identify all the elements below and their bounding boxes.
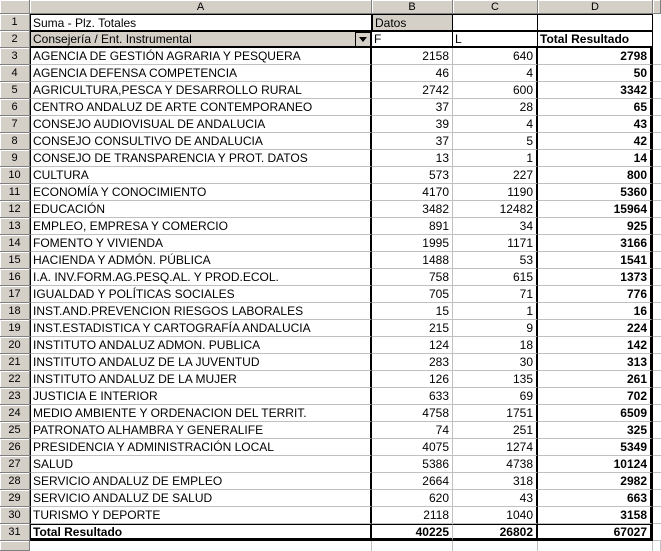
cell-pivot-title[interactable]: Suma - Plz. Totales — [30, 14, 372, 31]
cell-entity-name[interactable]: AGENCIA DEFENSA COMPETENCIA — [30, 65, 372, 82]
cell-l-value[interactable]: 69 — [453, 388, 538, 405]
cell-col-label-l[interactable]: L — [453, 31, 538, 48]
cell-f-value[interactable]: 2742 — [372, 82, 453, 99]
cell-f-value[interactable]: 5386 — [372, 456, 453, 473]
cell-l-value[interactable]: 1 — [453, 303, 538, 320]
cell-total-value[interactable]: 16 — [538, 303, 653, 320]
cell-entity-name[interactable]: HACIENDA Y ADMÓN. PÚBLICA — [30, 252, 372, 269]
cell-total-value[interactable]: 2798 — [538, 48, 653, 65]
row-header[interactable]: 28 — [0, 473, 30, 490]
cell-overflow-sliver — [653, 371, 661, 388]
row-header[interactable]: 12 — [0, 201, 30, 218]
cell-entity-name[interactable]: INSTITUTO ANDALUZ DE LA MUJER — [30, 371, 372, 388]
row-header[interactable]: 16 — [0, 269, 30, 286]
row-header-partial[interactable] — [0, 541, 30, 551]
cell-overflow-sliver — [653, 439, 661, 456]
cell-overflow-sliver — [653, 524, 661, 541]
cell-entity-name[interactable]: CULTURA — [30, 167, 372, 184]
cell-entity-name[interactable]: AGENCIA DE GESTIÓN AGRARIA Y PESQUERA — [30, 48, 372, 65]
corner-cell[interactable] — [0, 0, 30, 14]
chevron-down-icon — [359, 37, 367, 42]
cell-l-value[interactable]: 1190 — [453, 184, 538, 201]
cell-total-value[interactable]: 5360 — [538, 184, 653, 201]
table-row — [0, 354, 661, 371]
cell-f-value[interactable]: 758 — [372, 269, 453, 286]
table-row — [0, 201, 661, 218]
consejeria-field-button[interactable] — [30, 31, 372, 48]
table-row — [0, 388, 661, 405]
cell-l-value[interactable]: 227 — [453, 167, 538, 184]
cell-f-value[interactable]: 13 — [372, 150, 453, 167]
cell-l-value[interactable]: 18 — [453, 337, 538, 354]
cell-entity-name[interactable]: CONSEJO AUDIOVISUAL DE ANDALUCIA — [30, 116, 372, 133]
cell-entity-name[interactable]: CONSEJO DE TRANSPARENCIA Y PROT. DATOS — [30, 150, 372, 167]
cell-overflow-sliver — [653, 31, 661, 48]
cell-total-value[interactable]: 50 — [538, 65, 653, 82]
cell-f-value[interactable]: 126 — [372, 371, 453, 388]
cell-total-value[interactable]: 776 — [538, 286, 653, 303]
cell-total-value[interactable]: 3342 — [538, 82, 653, 99]
row-header[interactable]: 20 — [0, 337, 30, 354]
cell-overflow-sliver — [653, 388, 661, 405]
cell-f-value[interactable]: 705 — [372, 286, 453, 303]
row-header[interactable]: 27 — [0, 456, 30, 473]
cell-l-value[interactable]: 4 — [453, 65, 538, 82]
column-header-row — [0, 0, 661, 14]
cell-total-value[interactable]: 1373 — [538, 269, 653, 286]
cell-total-value[interactable]: 663 — [538, 490, 653, 507]
table-row — [0, 48, 661, 65]
row-header[interactable]: 24 — [0, 405, 30, 422]
cell-overflow-sliver — [653, 82, 661, 99]
table-row — [0, 252, 661, 269]
row-header[interactable]: 17 — [0, 286, 30, 303]
partial-row-32 — [0, 541, 661, 551]
table-row — [0, 269, 661, 286]
cell-overflow-sliver — [653, 235, 661, 252]
table-row — [0, 337, 661, 354]
cell-entity-name[interactable]: SERVICIO ANDALUZ DE SALUD — [30, 490, 372, 507]
row-header[interactable]: 8 — [0, 133, 30, 150]
table-row — [0, 133, 661, 150]
cell-total-value[interactable]: 702 — [538, 388, 653, 405]
cell-f-value[interactable]: 46 — [372, 65, 453, 82]
cell-overflow-sliver — [653, 167, 661, 184]
cell-l-value[interactable]: 43 — [453, 490, 538, 507]
filter-dropdown-button[interactable] — [355, 32, 371, 47]
cell-entity-name[interactable]: IGUALDAD Y POLÍTICAS SOCIALES — [30, 286, 372, 303]
cell-total-value[interactable]: 15964 — [538, 201, 653, 218]
cell-l-value[interactable]: 640 — [453, 48, 538, 65]
cell-total-f[interactable]: 40225 — [372, 524, 453, 541]
row-header[interactable]: 14 — [0, 235, 30, 252]
cell-overflow-sliver — [653, 133, 661, 150]
cell-overflow-sliver — [653, 99, 661, 116]
cell-entity-name[interactable]: MEDIO AMBIENTE Y ORDENACION DEL TERRIT. — [30, 405, 372, 422]
cell-f-value[interactable]: 2118 — [372, 507, 453, 524]
row-header[interactable]: 4 — [0, 65, 30, 82]
cell-total-value[interactable]: 43 — [538, 116, 653, 133]
cell-overflow-sliver — [653, 507, 661, 524]
data-rows-container — [0, 48, 661, 524]
cell-c1-empty[interactable] — [453, 14, 538, 31]
cell-total-value[interactable]: 42 — [538, 133, 653, 150]
row-header[interactable]: 31 — [0, 524, 30, 541]
cell-entity-name[interactable]: PATRONATO ALHAMBRA Y GENERALIFE — [30, 422, 372, 439]
cell-entity-name[interactable]: FOMENTO Y VIVIENDA — [30, 235, 372, 252]
cell-l-value[interactable]: 34 — [453, 218, 538, 235]
cell-f-value[interactable]: 620 — [372, 490, 453, 507]
empty-cell[interactable] — [372, 541, 453, 551]
cell-l-value[interactable]: 1171 — [453, 235, 538, 252]
cell-f-value[interactable]: 37 — [372, 99, 453, 116]
table-row — [0, 490, 661, 507]
table-row — [0, 371, 661, 388]
cell-f-value[interactable]: 2158 — [372, 48, 453, 65]
column-header-e-sliver[interactable] — [653, 0, 661, 14]
cell-total-value[interactable]: 65 — [538, 99, 653, 116]
cell-d1-empty[interactable] — [538, 14, 653, 31]
cell-overflow-sliver — [653, 184, 661, 201]
table-row — [0, 116, 661, 133]
cell-l-value[interactable]: 615 — [453, 269, 538, 286]
cell-total-value[interactable]: 1541 — [538, 252, 653, 269]
cell-f-value[interactable]: 1995 — [372, 235, 453, 252]
table-row — [0, 303, 661, 320]
cell-l-value[interactable]: 1751 — [453, 405, 538, 422]
row-header[interactable]: 21 — [0, 354, 30, 371]
cell-overflow-sliver — [653, 303, 661, 320]
cell-total-value[interactable]: 142 — [538, 337, 653, 354]
datos-field-button[interactable]: Datos — [372, 14, 453, 31]
cell-overflow-sliver — [653, 218, 661, 235]
pivot-header-row — [0, 31, 661, 48]
cell-f-value[interactable]: 4758 — [372, 405, 453, 422]
row-header[interactable]: 15 — [0, 252, 30, 269]
table-row — [0, 405, 661, 422]
cell-l-value[interactable]: 5 — [453, 133, 538, 150]
row-header[interactable]: 13 — [0, 218, 30, 235]
table-row — [0, 235, 661, 252]
cell-overflow-sliver — [653, 65, 661, 82]
cell-l-value[interactable]: 9 — [453, 320, 538, 337]
row-header[interactable]: 22 — [0, 371, 30, 388]
table-row — [0, 99, 661, 116]
cell-entity-name[interactable]: INSTITUTO ANDALUZ ADMON. PUBLICA — [30, 337, 372, 354]
table-row — [0, 150, 661, 167]
cell-overflow-sliver — [653, 422, 661, 439]
cell-overflow-sliver — [653, 337, 661, 354]
table-row — [0, 82, 661, 99]
cell-f-value[interactable]: 4075 — [372, 439, 453, 456]
grand-total-row — [0, 524, 661, 541]
row-header[interactable]: 18 — [0, 303, 30, 320]
table-row — [0, 320, 661, 337]
column-header-d[interactable]: D — [538, 0, 653, 14]
cell-total-value[interactable]: 800 — [538, 167, 653, 184]
cell-f-value[interactable]: 283 — [372, 354, 453, 371]
row-header[interactable]: 19 — [0, 320, 30, 337]
cell-overflow-sliver — [653, 116, 661, 133]
cell-total-l[interactable]: 26802 — [453, 524, 538, 541]
empty-cell[interactable] — [30, 541, 372, 551]
cell-f-value[interactable]: 633 — [372, 388, 453, 405]
cell-total-value[interactable]: 2982 — [538, 473, 653, 490]
cell-overflow-sliver — [653, 490, 661, 507]
cell-entity-name[interactable]: INST.AND.PREVENCION RIESGOS LABORALES — [30, 303, 372, 320]
column-header-b[interactable]: B — [372, 0, 453, 14]
cell-total-value[interactable]: 261 — [538, 371, 653, 388]
table-row — [0, 507, 661, 524]
row-header[interactable]: 5 — [0, 82, 30, 99]
cell-entity-name[interactable]: SALUD — [30, 456, 372, 473]
cell-entity-name[interactable]: CENTRO ANDALUZ DE ARTE CONTEMPORANEO — [30, 99, 372, 116]
pivot-title-row — [0, 14, 661, 31]
cell-l-value[interactable]: 28 — [453, 99, 538, 116]
cell-entity-name[interactable]: JUSTICIA E INTERIOR — [30, 388, 372, 405]
row-header[interactable]: 3 — [0, 48, 30, 65]
cell-l-value[interactable]: 4 — [453, 116, 538, 133]
cell-entity-name[interactable]: PRESIDENCIA Y ADMINISTRACIÓN LOCAL — [30, 439, 372, 456]
cell-entity-name[interactable]: EDUCACIÓN — [30, 201, 372, 218]
cell-l-value[interactable]: 30 — [453, 354, 538, 371]
cell-l-value[interactable]: 53 — [453, 252, 538, 269]
table-row — [0, 286, 661, 303]
cell-col-label-total[interactable]: Total Resultado — [538, 31, 653, 48]
cell-l-value[interactable]: 600 — [453, 82, 538, 99]
row-header[interactable]: 25 — [0, 422, 30, 439]
cell-l-value[interactable]: 4738 — [453, 456, 538, 473]
cell-f-value[interactable]: 891 — [372, 218, 453, 235]
cell-l-value[interactable]: 135 — [453, 371, 538, 388]
cell-overflow-sliver — [653, 473, 661, 490]
cell-total-label[interactable]: Total Resultado — [30, 524, 372, 541]
table-row — [0, 167, 661, 184]
empty-cell[interactable] — [453, 541, 538, 551]
cell-total-value[interactable]: 313 — [538, 354, 653, 371]
cell-f-value[interactable]: 37 — [372, 133, 453, 150]
cell-overflow-sliver — [653, 48, 661, 65]
cell-l-value[interactable]: 1040 — [453, 507, 538, 524]
cell-f-value[interactable]: 573 — [372, 167, 453, 184]
cell-total-value[interactable]: 325 — [538, 422, 653, 439]
row-header[interactable]: 9 — [0, 150, 30, 167]
row-header[interactable]: 2 — [0, 31, 30, 48]
cell-entity-name[interactable]: INSTITUTO ANDALUZ DE LA JUVENTUD — [30, 354, 372, 371]
cell-l-value[interactable]: 1274 — [453, 439, 538, 456]
cell-total-value[interactable]: 6509 — [538, 405, 653, 422]
row-header[interactable]: 6 — [0, 99, 30, 116]
cell-f-value[interactable]: 2664 — [372, 473, 453, 490]
cell-entity-name[interactable]: CONSEJO CONSULTIVO DE ANDALUCIA — [30, 133, 372, 150]
cell-entity-name[interactable]: EMPLEO, EMPRESA Y COMERCIO — [30, 218, 372, 235]
table-row — [0, 473, 661, 490]
column-header-a[interactable]: A — [30, 0, 372, 14]
cell-overflow-sliver — [653, 150, 661, 167]
cell-total-value[interactable]: 3166 — [538, 235, 653, 252]
table-row — [0, 456, 661, 473]
cell-overflow-sliver — [653, 201, 661, 218]
cell-l-value[interactable]: 12482 — [453, 201, 538, 218]
field-button-label: Consejería / Ent. Instrumental — [33, 32, 192, 46]
cell-entity-name[interactable]: SERVICIO ANDALUZ DE EMPLEO — [30, 473, 372, 490]
row-header[interactable]: 26 — [0, 439, 30, 456]
row-header[interactable]: 11 — [0, 184, 30, 201]
cell-entity-name[interactable]: ECONOMÍA Y CONOCIMIENTO — [30, 184, 372, 201]
cell-f-value[interactable]: 74 — [372, 422, 453, 439]
cell-f-value[interactable]: 1488 — [372, 252, 453, 269]
cell-entity-name[interactable]: I.A. INV.FORM.AG.PESQ.AL. Y PROD.ECOL. — [30, 269, 372, 286]
cell-total-value[interactable]: 14 — [538, 150, 653, 167]
cell-overflow-sliver — [653, 269, 661, 286]
cell-entity-name[interactable]: INST.ESTADISTICA Y CARTOGRAFÍA ANDALUCIA — [30, 320, 372, 337]
cell-entity-name[interactable]: TURISMO Y DEPORTE — [30, 507, 372, 524]
cell-overflow-sliver — [653, 14, 661, 31]
row-header[interactable]: 1 — [0, 14, 30, 31]
table-row — [0, 439, 661, 456]
cell-overflow-sliver — [653, 456, 661, 473]
cell-overflow-sliver — [653, 252, 661, 269]
cell-l-value[interactable]: 71 — [453, 286, 538, 303]
cell-entity-name[interactable]: AGRICULTURA,PESCA Y DESARROLLO RURAL — [30, 82, 372, 99]
empty-cell — [653, 541, 661, 551]
cell-total-value[interactable]: 224 — [538, 320, 653, 337]
cell-l-value[interactable]: 318 — [453, 473, 538, 490]
cell-f-value[interactable]: 124 — [372, 337, 453, 354]
cell-l-value[interactable]: 251 — [453, 422, 538, 439]
cell-f-value[interactable]: 215 — [372, 320, 453, 337]
cell-total-value[interactable]: 10124 — [538, 456, 653, 473]
cell-overflow-sliver — [653, 405, 661, 422]
row-header[interactable]: 29 — [0, 490, 30, 507]
row-header[interactable]: 7 — [0, 116, 30, 133]
column-header-c[interactable]: C — [453, 0, 538, 14]
cell-col-label-f[interactable]: F — [372, 31, 453, 48]
cell-f-value[interactable]: 15 — [372, 303, 453, 320]
cell-f-value[interactable]: 39 — [372, 116, 453, 133]
table-row — [0, 422, 661, 439]
cell-f-value[interactable]: 3482 — [372, 201, 453, 218]
row-header[interactable]: 30 — [0, 507, 30, 524]
empty-cell[interactable] — [538, 541, 653, 551]
table-row — [0, 65, 661, 82]
row-header[interactable]: 10 — [0, 167, 30, 184]
cell-overflow-sliver — [653, 320, 661, 337]
cell-total-value[interactable]: 5349 — [538, 439, 653, 456]
cell-l-value[interactable]: 1 — [453, 150, 538, 167]
table-row — [0, 184, 661, 201]
cell-total-value[interactable]: 3158 — [538, 507, 653, 524]
cell-f-value[interactable]: 4170 — [372, 184, 453, 201]
row-header[interactable]: 23 — [0, 388, 30, 405]
cell-overflow-sliver — [653, 286, 661, 303]
cell-grand-total[interactable]: 67027 — [538, 524, 653, 541]
cell-total-value[interactable]: 925 — [538, 218, 653, 235]
cell-overflow-sliver — [653, 354, 661, 371]
table-row — [0, 218, 661, 235]
